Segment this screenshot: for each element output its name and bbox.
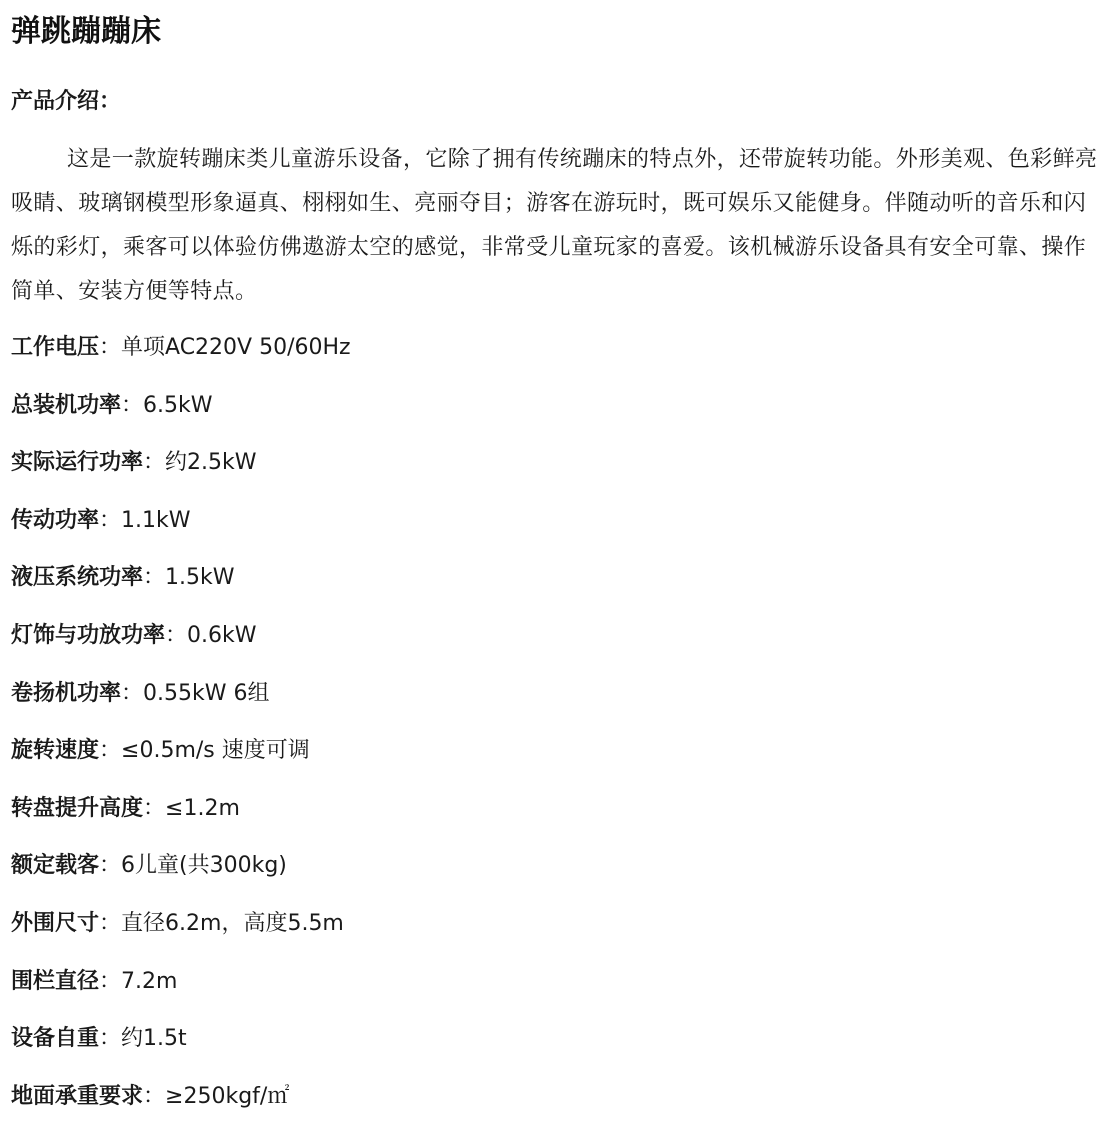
spec-separator: ： xyxy=(165,622,188,648)
spec-value: ≤0.5m/s 速度可调 xyxy=(121,738,310,764)
spec-label: 围栏直径 xyxy=(11,968,100,994)
spec-row-hydraulic-power xyxy=(11,562,1104,594)
spec-separator: ： xyxy=(99,853,122,879)
spec-row-rotation-speed xyxy=(11,735,1104,767)
spec-label: 实际运行功率 xyxy=(11,450,144,476)
spec-row-floor-load xyxy=(11,1081,1104,1113)
spec-separator: ： xyxy=(99,335,122,360)
spec-value: 约1.5t xyxy=(121,1026,187,1052)
spec-label: 旋转速度 xyxy=(11,738,100,764)
spec-label: 额定载客 xyxy=(11,853,100,879)
spec-value: 直径6.2m，高度5.5m xyxy=(121,910,344,936)
spec-separator: ： xyxy=(99,507,122,533)
spec-label: 外围尺寸 xyxy=(11,910,100,936)
spec-separator: ： xyxy=(143,450,166,476)
spec-value: 0.55kW 6组 xyxy=(143,680,270,706)
spec-value: 1.5kW xyxy=(165,565,235,591)
spec-separator: ： xyxy=(121,680,144,706)
spec-row-fence-diameter xyxy=(11,966,1104,998)
spec-row-equipment-weight xyxy=(11,1023,1104,1055)
spec-row-lift-height xyxy=(11,793,1104,825)
spec-row-winch-power xyxy=(11,678,1104,710)
spec-list xyxy=(11,332,1104,1113)
spec-value: 0.6kW xyxy=(187,622,257,648)
intro-paragraph: 这是一款旋转蹦床类儿童游乐设备，它除了拥有传统蹦床的特点外，还带旋转功能。外形美观、色彩鲜亮吸睛、玻璃钢模型形象逼真、栩栩如生、亮丽夺目；游客在游玩时，既可娱乐又能健身。伴随动听的音乐和闪烁的彩灯，乘客可以体验仿佛遨游太空的感觉，非常受儿童玩家的喜爱。该机械游乐设备具有安全可靠、操作简单、安装方便等特点。 xyxy=(11,147,1098,304)
spec-row-drive-power xyxy=(11,505,1104,537)
spec-row-outer-dimensions xyxy=(11,908,1104,940)
spec-value: ≤1.2m xyxy=(165,795,240,821)
spec-label: 工作电压 xyxy=(11,335,100,360)
spec-value: 约2.5kW xyxy=(165,450,257,476)
spec-label: 传动功率 xyxy=(11,507,100,533)
spec-value: ≥250kgf/㎡ xyxy=(165,1083,290,1109)
spec-separator: ： xyxy=(99,910,122,936)
spec-value: 6.5kW xyxy=(143,392,213,418)
intro-label: 产品介绍： xyxy=(11,89,122,114)
spec-label: 卷扬机功率 xyxy=(11,680,122,706)
spec-separator: ： xyxy=(99,968,122,994)
spec-row-working-voltage xyxy=(11,332,1104,364)
spec-label: 总装机功率 xyxy=(11,392,122,418)
spec-separator: ： xyxy=(121,392,144,418)
spec-separator: ： xyxy=(99,738,122,764)
spec-label: 设备自重 xyxy=(11,1026,100,1052)
spec-label: 灯饰与功放功率 xyxy=(11,622,166,648)
spec-row-rated-capacity xyxy=(11,850,1104,882)
spec-label: 液压系统功率 xyxy=(11,565,144,591)
spec-row-actual-power xyxy=(11,447,1104,479)
spec-separator: ： xyxy=(143,795,166,821)
spec-separator: ： xyxy=(99,1026,122,1052)
spec-row-total-power xyxy=(11,390,1104,422)
spec-separator: ： xyxy=(143,565,166,591)
spec-value: 6儿童(共300kg) xyxy=(121,853,287,879)
spec-value: 1.1kW xyxy=(121,507,191,533)
page-title: 弹跳蹦蹦床 xyxy=(11,14,161,49)
spec-value: 7.2m xyxy=(121,968,178,994)
spec-label: 地面承重要求 xyxy=(11,1083,144,1109)
spec-value: 单项AC220V 50/60Hz xyxy=(121,335,351,360)
spec-row-lighting-power xyxy=(11,620,1104,652)
spec-label: 转盘提升高度 xyxy=(11,795,144,821)
spec-separator: ： xyxy=(143,1083,166,1109)
